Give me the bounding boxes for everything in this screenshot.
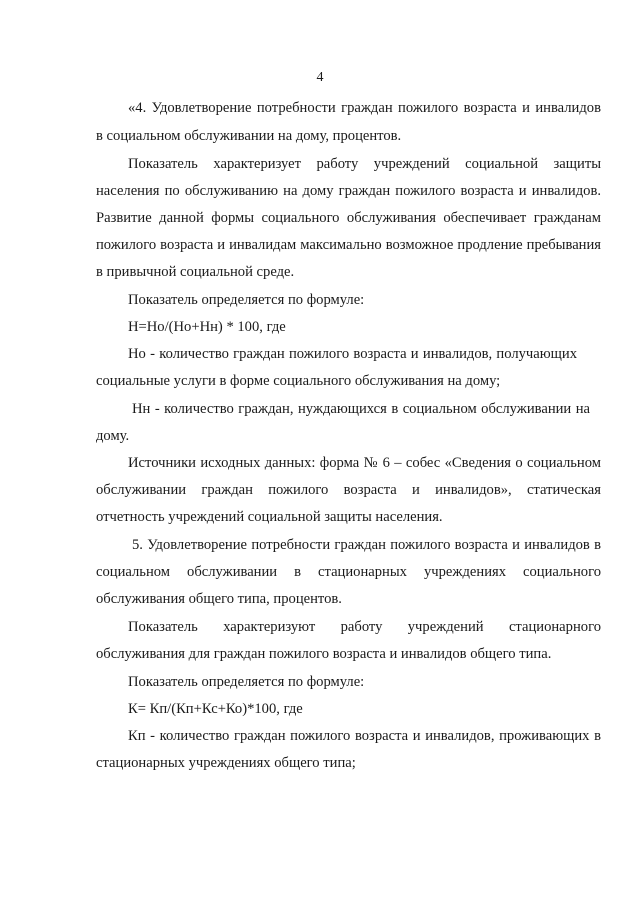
text-line: обслуживания для граждан пожилого возраста и инвалидов общего типа. [96, 646, 552, 662]
text-line: в социальном обслуживании на дому, процентов. [96, 128, 402, 144]
text-line: социальном обслуживании в стационарных учреждениях социального [96, 564, 601, 580]
formula-line: Н=Но/(Но+Нн) * 100, где [128, 319, 286, 335]
text-line: населения по обслуживанию на дому граждан пожилого возраста и инвалидов. [96, 183, 601, 199]
text-line: Показатель характеризует работу учреждений социальной защиты [128, 156, 601, 172]
text-line: Показатель определяется по формуле: [128, 674, 365, 690]
text-line: обслуживания общего типа, процентов. [96, 591, 342, 607]
text-line: Нн - количество граждан, нуждающихся в социальном обслуживании на [132, 401, 590, 417]
text-line: Показатель определяется по формуле: [128, 292, 365, 308]
page-number: 4 [316, 70, 324, 85]
text-line: обслуживании граждан пожилого возраста и инвалидов», статическая [96, 482, 601, 498]
text-line: пожилого возраста и инвалидам максимально возможное продление пребывания [96, 237, 601, 253]
text-line: Кп - количество граждан пожилого возраста и инвалидов, проживающих в [128, 728, 601, 744]
text-line: Но - количество граждан пожилого возраста и инвалидов, получающих [128, 346, 577, 362]
text-line: отчетность учреждений социальной защиты населения. [96, 509, 443, 525]
text-line: «4. Удовлетворение потребности граждан пожилого возраста и инвалидов [128, 100, 601, 116]
formula-line: К= Кп/(Кп+Кс+Ко)*100, где [128, 701, 303, 717]
text-line: в привычной социальной среде. [96, 264, 295, 280]
text-line: дому. [96, 428, 130, 444]
text-line: Источники исходных данных: форма № 6 – собес «Сведения о социальном [128, 455, 601, 471]
text-line: 5. Удовлетворение потребности граждан пожилого возраста и инвалидов в [132, 537, 601, 553]
text-line: социальные услуги в форме социального обслуживания на дому; [96, 373, 501, 389]
text-line: стационарных учреждениях общего типа; [96, 755, 356, 771]
text-line: Развитие данной формы социального обслуживания обеспечивает гражданам [96, 210, 601, 226]
text-line: Показатель характеризуют работу учреждений стационарного [128, 619, 601, 635]
